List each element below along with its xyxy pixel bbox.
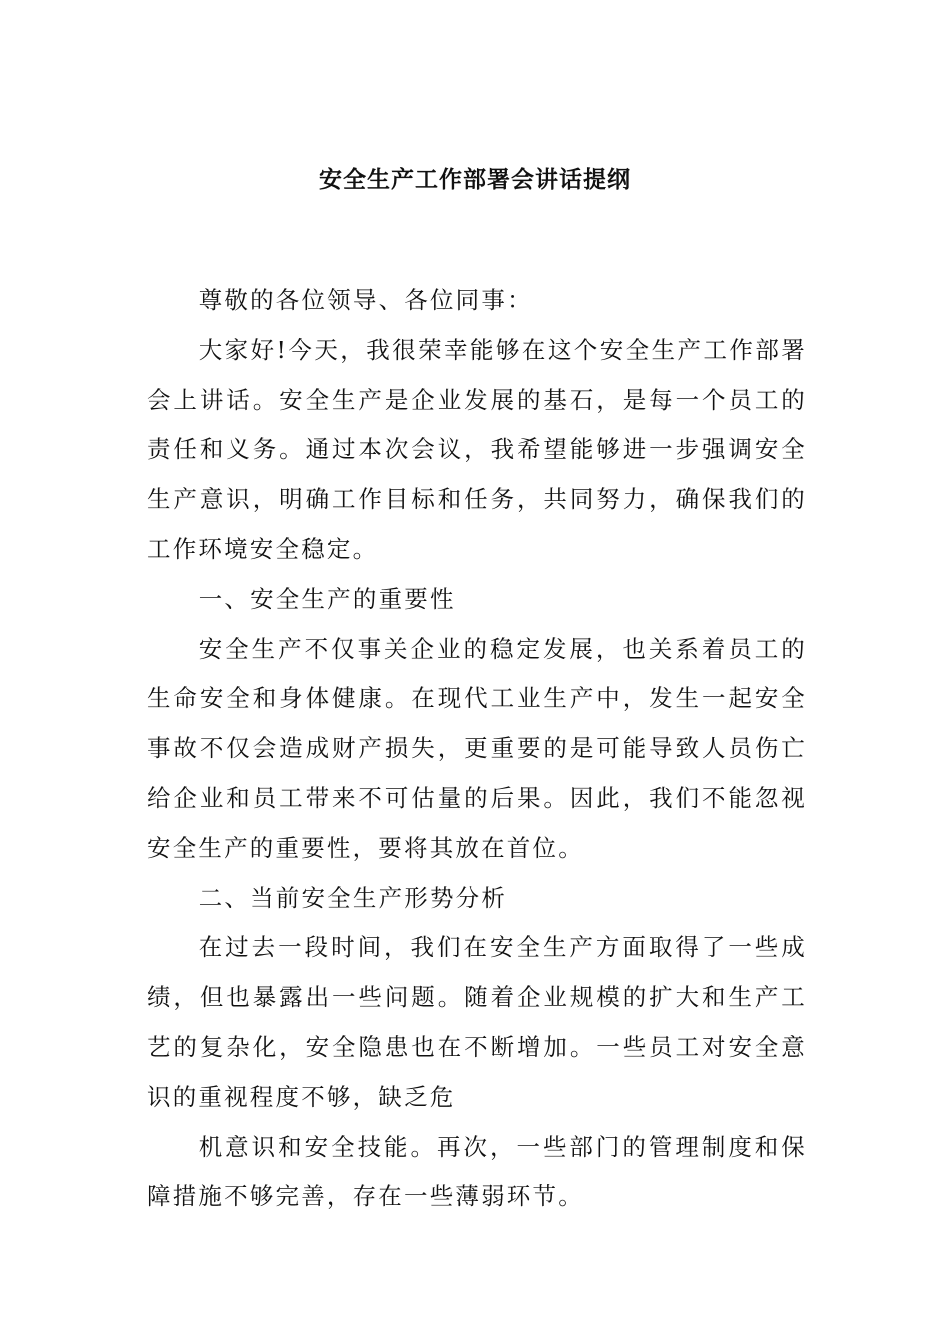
section-heading-importance: 一、安全生产的重要性 xyxy=(198,584,456,613)
paragraph-importance: 安全生产不仅事关企业的稳定发展，也关系着员工的生命安全和身体健康。在现代工业生产中，发生一起安全事故不仅会造成财产损失，更重要的是可能导致人员伤亡给企业和员工带来不可估量的后果。因此，我们不能忽视安全生产的重要性，要将其放在首位。 xyxy=(147,634,807,862)
section-heading-situation: 二、当前安全生产形势分析 xyxy=(198,883,508,912)
paragraph-situation: 在过去一段时间，我们在安全生产方面取得了一些成绩，但也暴露出一些问题。随着企业规模的扩大和生产工艺的复杂化，安全隐患也在不断增加。一些员工对安全意识的重视程度不够，缺乏危 xyxy=(147,933,807,1111)
document-body xyxy=(147,276,807,1222)
document-title: 安全生产工作部署会讲话提纲 xyxy=(319,166,631,193)
paragraph-opening: 大家好!今天，我很荣幸能够在这个安全生产工作部署会上讲话。安全生产是企业发展的基石，是每一个员工的责任和义务。通过本次会议，我希望能够进一步强调安全生产意识，明确工作目标和任务，共同努力，确保我们的工作环境安全稳定。 xyxy=(147,335,807,563)
paragraph-greeting: 尊敬的各位领导、各位同事： xyxy=(198,286,533,314)
paragraph-situation-continued: 机意识和安全技能。再次，一些部门的管理制度和保障措施不够完善，存在一些薄弱环节。 xyxy=(147,1132,807,1211)
